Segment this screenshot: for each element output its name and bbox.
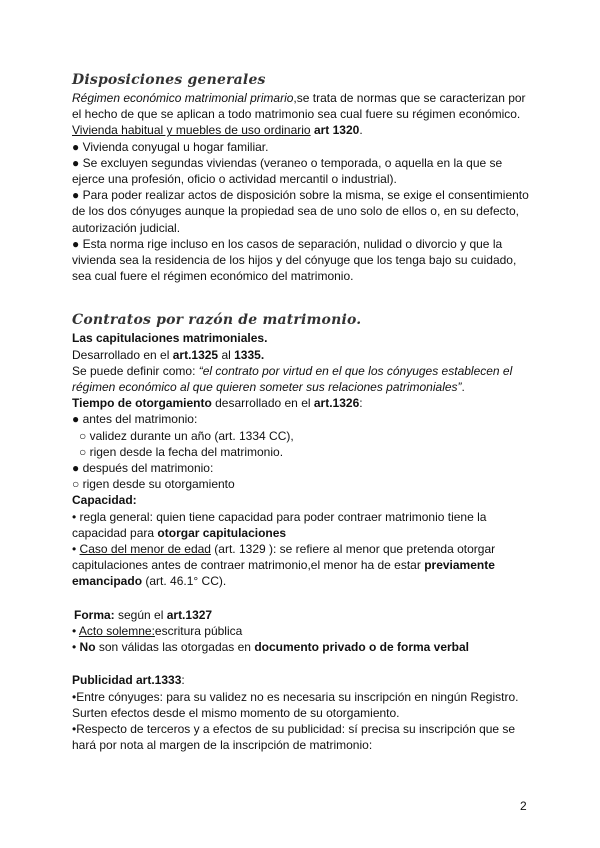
- spacer: [72, 284, 532, 310]
- section-heading-contratos: Contratos por razón de matrimonio.: [72, 312, 362, 329]
- forma-bold: Forma:: [74, 607, 115, 622]
- tiempo-mid: desarrollado en el: [211, 396, 314, 411]
- bullet-item: ● Esta norma rige incluso en los casos de separación, nulidad o divorcio y que la vivienda sea la residencia de los hijos y del cónyuge que los tenga bajo su cuidado, sea cual fuere el régimen económico del matrimonio.: [72, 236, 517, 284]
- no-bold: No: [79, 640, 96, 655]
- entre-conyuges: •Entre cónyuges: para su validez no es necesaria su inscripción en ningún Registro. Surten efectos desde el mismo momento de su otorgamiento.: [72, 689, 519, 720]
- forma-art: art.1327: [166, 607, 213, 622]
- page-content: [72, 70, 532, 753]
- bullet-item: ● Para poder realizar actos de disposición sobre la misma, se exige el consentimiento de los dos cónyuges aunque la propiedad sea de uno solo de ellos o, en su defecto, autorización judicial.: [72, 188, 529, 235]
- bullet-item: ● Vivienda conyugal u hogar familiar.: [72, 139, 269, 154]
- desarrollado-line: [72, 347, 532, 363]
- no-bold2: documento privado o de forma verbal: [254, 640, 470, 655]
- bullet-item: ● Se excluyen segundas viviendas (veraneo o temporada, o aquella en la que se ejerce una profesión, oficio o actividad mercantil o industrial).: [72, 155, 503, 187]
- intro-paragraph: [72, 90, 532, 122]
- tiempo-end: :: [359, 396, 363, 411]
- acto-underline: Acto solemne:: [78, 623, 155, 638]
- no-mid: son válidas las otorgadas en: [95, 640, 255, 655]
- caso-menor: [72, 541, 532, 590]
- caso-mid: (art. 1329 ): se refiere al menor que pretenda otorgar capitulaciones antes de contraer matrimonio,el menor ha de estar: [72, 542, 496, 573]
- definicion-end: .: [461, 380, 465, 395]
- caso-underline: Caso del menor de edad: [79, 542, 211, 557]
- vivienda-line: [72, 122, 532, 138]
- al-text: al: [218, 347, 235, 362]
- section-heading-disposiciones: Disposiciones generales: [72, 72, 266, 88]
- desarrollado-pre: Desarrollado en el: [72, 347, 173, 362]
- capacidad-title: Capacidad:: [72, 493, 137, 508]
- capacidad-regla-pre: • regla general: quien tiene capacidad para poder contraer matrimonio tiene la capacidad para: [72, 509, 487, 540]
- spacer: [72, 590, 532, 607]
- tiempo-line: [72, 395, 532, 411]
- intro-rest: ,se trata de normas que se caracterizan por el hecho de que se aplican a todo matrimonio sea cual fuere su régimen económico.: [72, 91, 526, 122]
- page-number: 2: [520, 799, 527, 813]
- capacidad-regla-bold: otorgar capitulaciones: [157, 525, 287, 540]
- respecto-terceros: •Respecto de terceros y a efectos de su publicidad: sí precisa su inscripción que se hará por nota al margen de la inscripción de matrimonio:: [72, 721, 516, 753]
- forma-mid: según el: [114, 607, 167, 622]
- tiempo-item: ● antes del matrimonio:: [72, 412, 198, 427]
- no-validas: [72, 639, 532, 655]
- caso-bold: previamente emancipado: [72, 558, 495, 589]
- art-1325: art.1325: [172, 347, 219, 362]
- acto-rest: escritura pública: [154, 623, 243, 638]
- no-bullet: •: [72, 640, 80, 655]
- tiempo-item: ○ validez durante un año (art. 1334 CC),: [79, 428, 294, 443]
- tiempo-bold: Tiempo de otorgamiento: [72, 396, 212, 411]
- tiempo-item: ○ rigen desde su otorgamiento: [72, 477, 235, 492]
- definicion-pre: Se puede definir como:: [72, 363, 199, 378]
- capacidad-regla: [72, 509, 532, 541]
- intro-italic: Régimen económico matrimonial primario: [72, 91, 294, 105]
- publicidad-line: [72, 672, 532, 688]
- tiempo-art: art.1326: [313, 396, 360, 411]
- acto-solemne: [72, 623, 532, 639]
- caso-bullet: •: [72, 542, 80, 557]
- vivienda-end: .: [359, 123, 363, 138]
- art-1335: 1335.: [234, 347, 265, 362]
- forma-line: [72, 607, 532, 623]
- publicidad-bold: Publicidad art.1333: [72, 673, 182, 688]
- vivienda-art: art 1320: [313, 123, 360, 138]
- tiempo-item: ● después del matrimonio:: [72, 461, 214, 476]
- definicion-paragraph: [72, 363, 532, 395]
- capitulaciones-title: Las capitulaciones matrimoniales.: [72, 331, 268, 346]
- publicidad-end: :: [181, 673, 185, 688]
- spacer: [72, 655, 532, 672]
- acto-bullet: •: [72, 623, 79, 638]
- vivienda-underline: Vivienda habitual y muebles de uso ordinario: [72, 123, 311, 138]
- definicion-quote: “el contrato por virtud en el que los cónyuges establecen el régimen económico al que quieren someter sus relaciones patrimoniales”: [72, 363, 513, 395]
- tiempo-item: ○ rigen desde la fecha del matrimonio.: [79, 444, 284, 459]
- caso-end: (art. 46.1° CC).: [142, 574, 227, 589]
